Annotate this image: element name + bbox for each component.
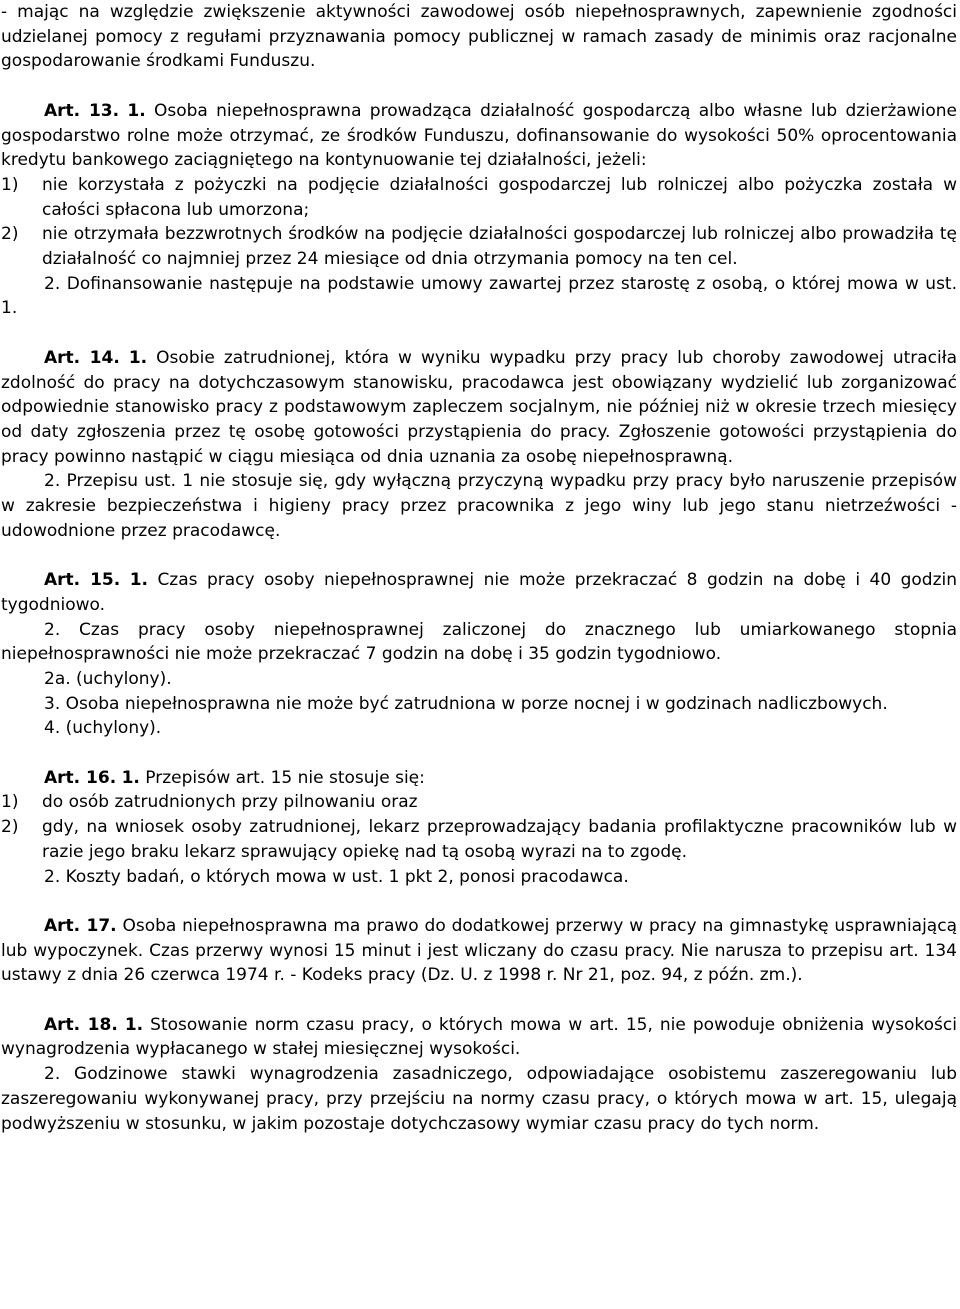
- list-item: [1, 815, 957, 864]
- art-14-heading: Art. 14.: [44, 347, 120, 368]
- list-item-number: 2): [1, 224, 19, 245]
- art-18-para-1-text: Stosowanie norm czasu pracy, o których mowa w art. 15, nie powoduje obniżenia wysokości wynagrodzenia wypłacanego w stałej miesięcznej wysokości.: [1, 1014, 957, 1060]
- art-18-para-1: [1, 1013, 957, 1062]
- list-item-number: 2): [1, 817, 19, 838]
- art-16-para-1-number: 1.: [121, 767, 140, 788]
- art-18-para-1-number: 1.: [124, 1014, 144, 1035]
- art-15-para-2a: 2a. (uchylony).: [44, 668, 172, 689]
- art-15-heading: Art. 15.: [44, 570, 121, 591]
- art-13-heading: Art. 13.: [44, 100, 120, 121]
- art-13-para-1-text: Osoba niepełnosprawna prowadząca działalność gospodarczą albo własne lub dzierżawione gospodarstwo rolne może otrzymać, ze środków Funduszu, dofinansowanie do wysokości 50% oprocentowania kredytu bankowego zaciągniętego na kontynuowanie tej działalności, jeżeli:: [1, 100, 957, 171]
- art-14-para-2: 2. Przepisu ust. 1 nie stosuje się, gdy wyłączną przyczyną wypadku przy pracy było naruszenie przepisów w zakresie bezpieczeństwa i higieny pracy przez pracownika z jego winy lub jego stanu nietrzeźwości - udowodnione przez pracodawcę.: [1, 471, 957, 541]
- art-17-para-1-text: Osoba niepełnosprawna ma prawo do dodatkowej przerwy w pracy na gimnastykę usprawniającą lub wypoczynek. Czas przerwy wynosi 15 minut i jest wliczany do czasu pracy. Nie narusza to przepisu art. 134 ustawy z dnia 26 czerwca 1974 r. - Kodeks pracy (Dz. U. z 1998 r. Nr 21, poz. 94, z późn. zm.).: [1, 915, 957, 986]
- art-13-para-1-number: 1.: [127, 100, 146, 121]
- art-16-heading: Art. 16.: [44, 767, 117, 788]
- art-15-para-1-text: Czas pracy osoby niepełnosprawnej nie może przekraczać 8 godzin na dobę i 40 godzin tygodniowo.: [1, 570, 958, 615]
- list-item-text: nie korzystała z pożyczki na podjęcie działalności gospodarczej lub rolniczej albo pożyczka została w całości spłacona lub umorzona;: [42, 174, 957, 220]
- list-item: [1, 222, 957, 271]
- art-16-para-1: [1, 766, 957, 791]
- list-item-text: do osób zatrudnionych przy pilnowaniu oraz: [42, 792, 418, 813]
- art-15-para-3: 3. Osoba niepełnosprawna nie może być zatrudniona w porze nocnej i w godzinach nadliczbowych.: [44, 693, 888, 714]
- art-13-para-2-number: 2.: [44, 273, 61, 294]
- art-18-heading: Art. 18.: [44, 1014, 118, 1035]
- art-16-para-1-text: Przepisów art. 15 nie stosuje się:: [139, 767, 425, 788]
- list-item-number: 1): [1, 792, 19, 813]
- list-item: [1, 173, 957, 222]
- art-16-para-2: 2. Koszty badań, o których mowa w ust. 1 pkt 2, ponosi pracodawca.: [44, 866, 629, 887]
- list-item: [1, 790, 957, 815]
- art-15-para-4: 4. (uchylony).: [44, 718, 162, 739]
- art-18-para-2: 2. Godzinowe stawki wynagrodzenia zasadniczego, odpowiadające osobistemu zaszeregowaniu lub zaszeregowaniu wykonywanej pracy, przy przejściu na normy czasu pracy, o których mowa w art. 15, ulegają podwyższeniu w stosunku, w jakim pozostaje dotychczasowy wymiar czasu pracy do tych norm.: [1, 1064, 957, 1134]
- art-13-para-2-text: Dofinansowanie następuje na podstawie umowy zawartej przez starostę z osobą, o której mowa w ust. 1.: [1, 273, 957, 319]
- intro-paragraph: - mając na względzie zwiększenie aktywności zawodowej osób niepełnosprawnych, zapewnienie zgodności udzielanej pomocy z regułami przyznawania pomocy publicznej w ramach zasady de minimis oraz racjonalne gospodarowanie środkami Funduszu.: [1, 2, 957, 72]
- art-14-para-1-text: Osobie zatrudnionej, która w wyniku wypadku przy pracy lub choroby zawodowej utraciła zdolność do pracy na dotychczasowym stanowisku, pracodawca jest obowiązany wydzielić lub zorganizować odpowiednie stanowisko pracy z podstawowym zapleczem socjalnym, nie później niż w okresie trzech miesięcy od daty zgłoszenia przez tę osobę gotowości przystąpienia do pracy. Zgłoszenie gotowości przystąpienia do pracy powinno nastąpić w ciągu miesiąca od dnia uznania za osobę niepełnosprawną.: [1, 347, 957, 467]
- art-13-para-1: [1, 99, 957, 173]
- art-13-para-2: [1, 272, 957, 321]
- art-15-para-1-number: 1.: [129, 570, 148, 591]
- art-14-para-1-number: 1.: [128, 347, 148, 368]
- list-item-number: 1): [1, 174, 19, 195]
- document-page: [1, 0, 957, 1136]
- list-item-text: nie otrzymała bezzwrotnych środków na podjęcie działalności gospodarczej lub rolniczej albo prowadziła tę działalność co najmniej przez 24 miesiące od dnia otrzymania pomocy na ten cel.: [42, 224, 957, 270]
- art-15-para-1: [1, 568, 957, 617]
- list-item-text: gdy, na wniosek osoby zatrudnionej, lekarz przeprowadzający badania profilaktyczne pracowników lub w razie jego braku lekarz sprawujący opiekę nad tą osobą wyrazi na to zgodę.: [42, 817, 957, 862]
- art-17-heading: Art. 17.: [44, 915, 117, 936]
- art-15-para-2: 2. Czas pracy osoby niepełnosprawnej zaliczonej do znacznego lub umiarkowanego stopnia niepełnosprawności nie może przekraczać 7 godzin na dobę i 35 godzin tygodniowo.: [1, 619, 957, 665]
- art-14-para-1: [1, 346, 957, 470]
- art-17-para-1: [1, 914, 957, 988]
